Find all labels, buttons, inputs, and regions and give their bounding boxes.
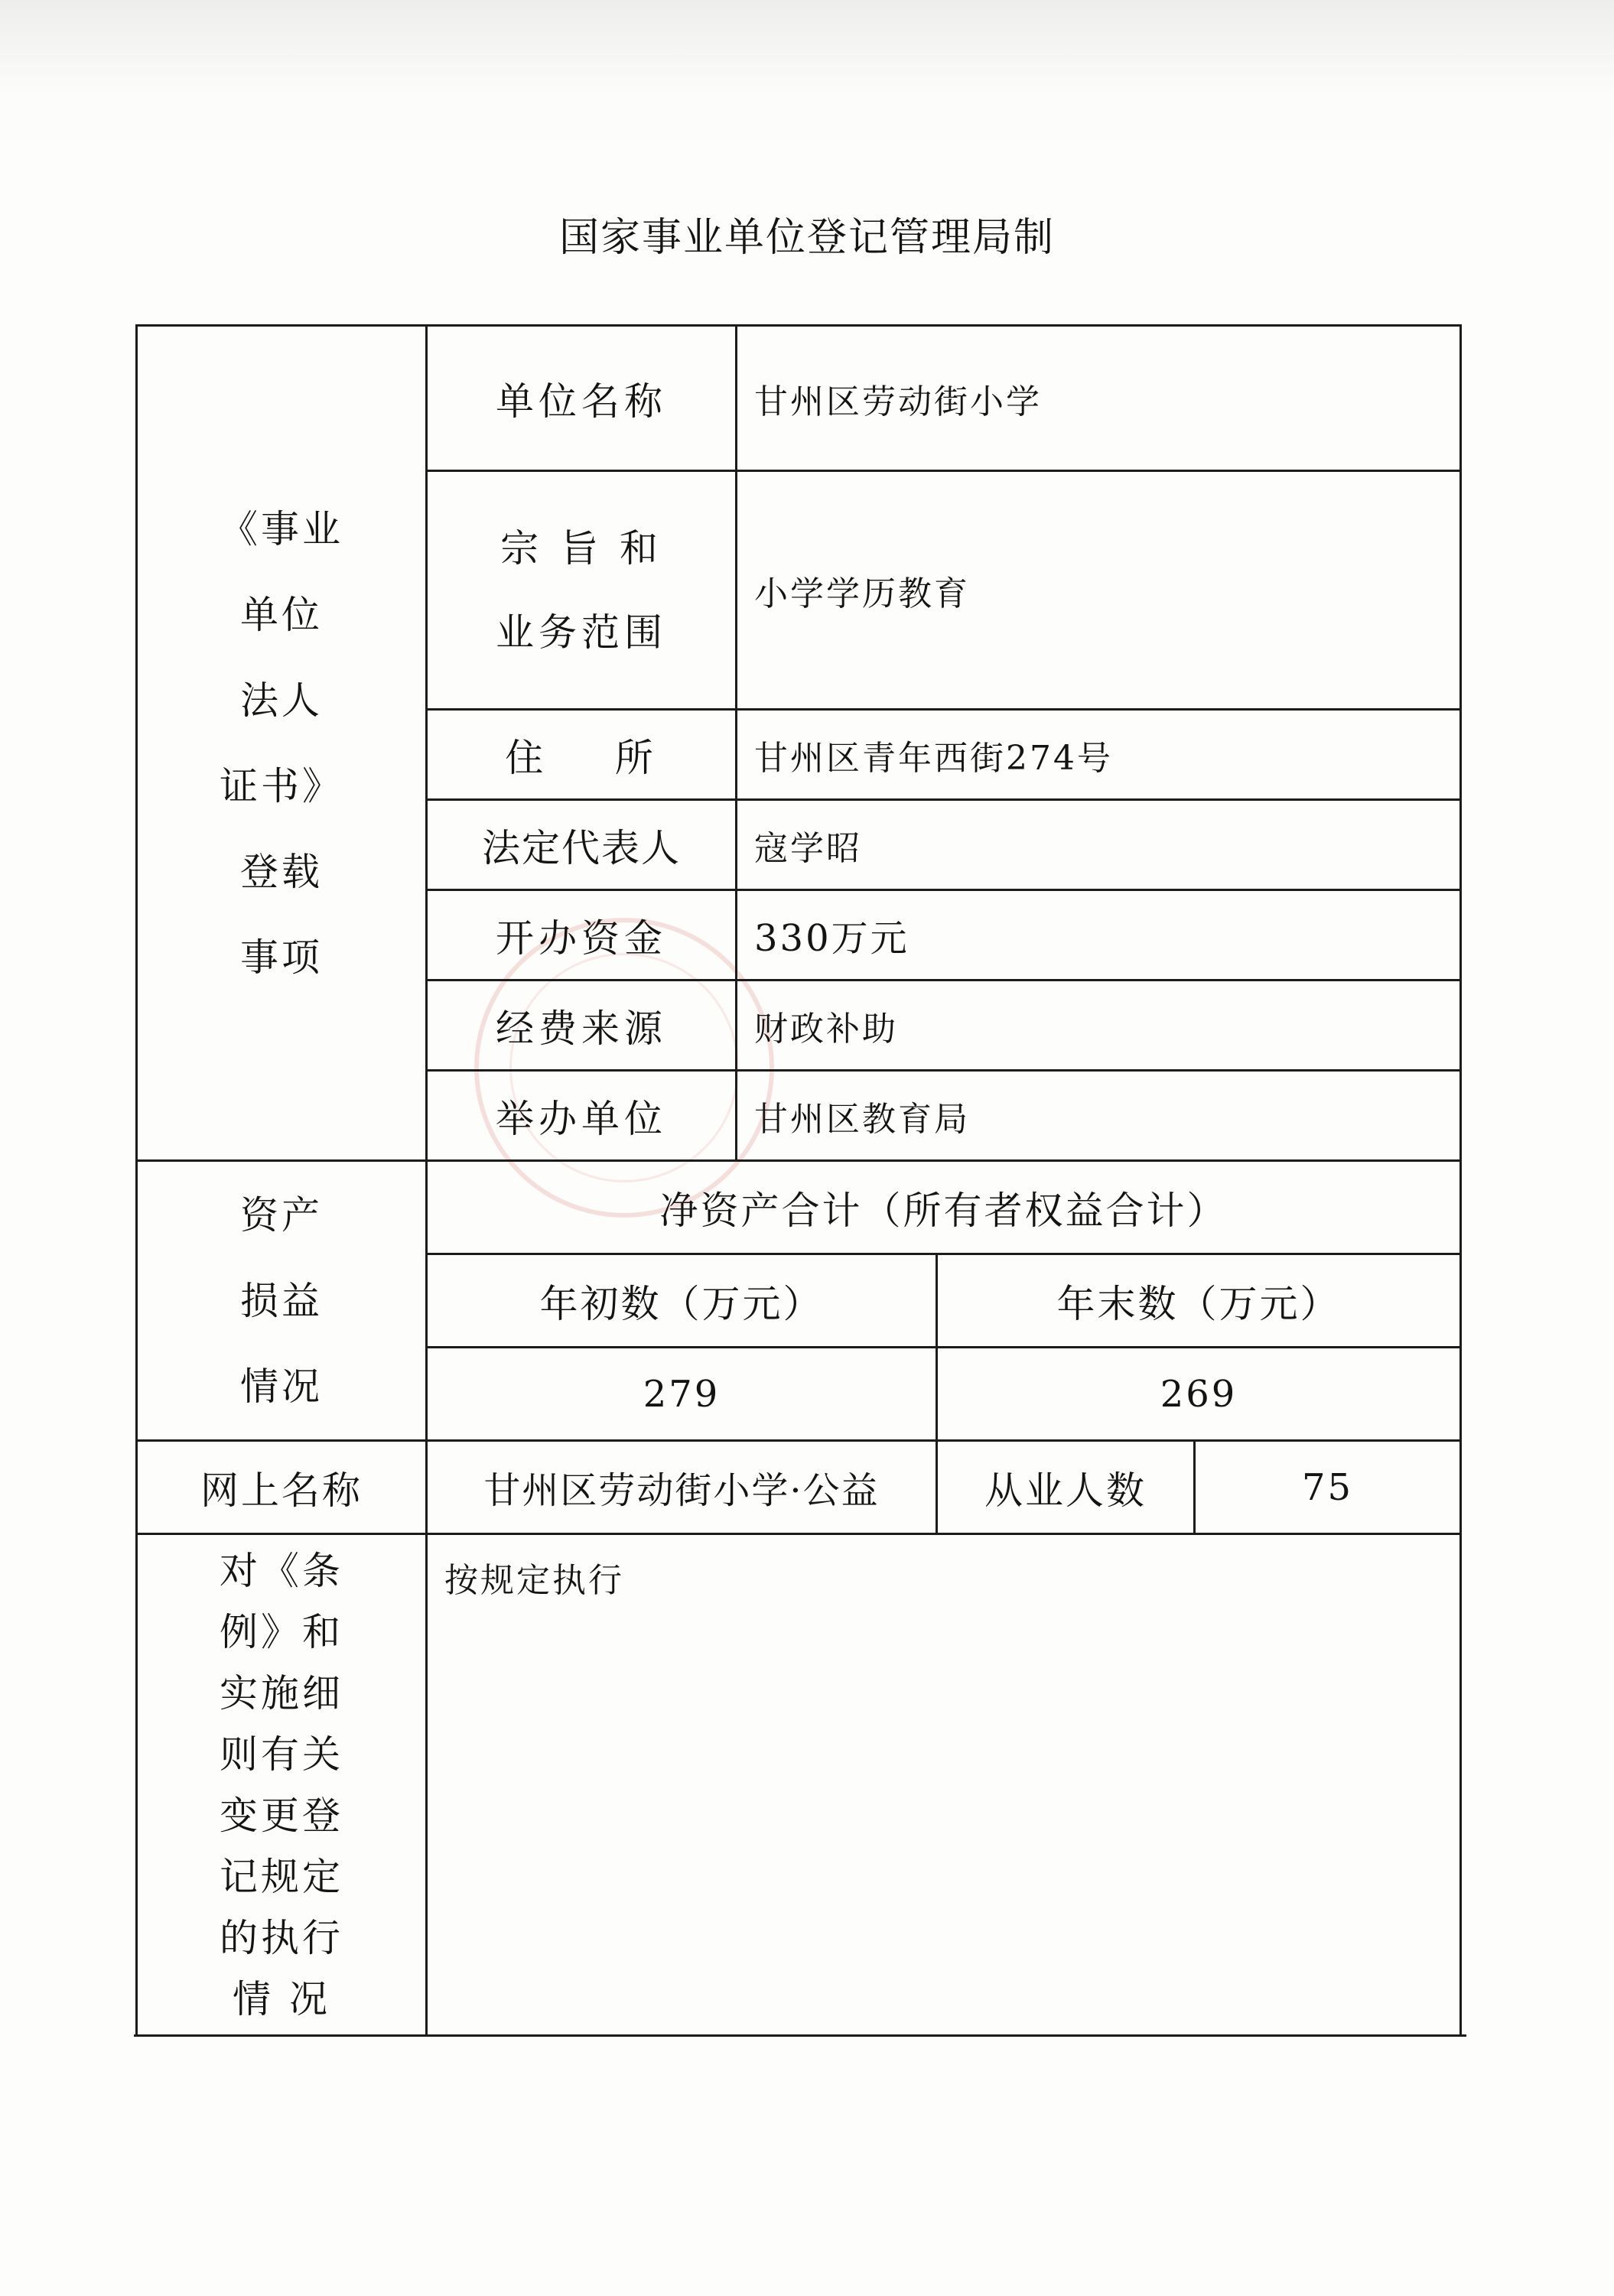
- capital-label: 开办资金: [496, 915, 667, 961]
- assets-section-label: [138, 1162, 425, 1439]
- legal-rep-label: 法定代表人: [482, 825, 681, 870]
- end-of-year-value: 269: [1160, 1372, 1238, 1416]
- outer-border-bottom: [134, 2034, 1466, 2037]
- cert-label-line: 事项: [240, 935, 323, 980]
- regulation-execution-value: 按规定执行: [444, 1561, 624, 1600]
- regulation-label-line: 实施细: [220, 1670, 343, 1715]
- regulation-label-line: 的执行: [220, 1915, 343, 1960]
- purpose-scope-label-line: 宗 旨 和: [500, 525, 662, 571]
- funding-source-label: 经费来源: [496, 1006, 667, 1051]
- unit-name-value: 甘州区劳动街小学: [754, 382, 1042, 421]
- regulation-label-line: 变更登: [220, 1793, 343, 1838]
- address-value: 甘州区青年西街274号: [754, 738, 1113, 778]
- regulation-label-line: 例》和: [220, 1609, 343, 1654]
- purpose-scope-label-line: 业务范围: [496, 610, 667, 655]
- online-name-label: 网上名称: [200, 1468, 363, 1513]
- net-assets-title: 净资产合计（所有者权益合计）: [659, 1188, 1228, 1233]
- cert-label-line: 证书》: [220, 763, 343, 808]
- legal-rep-value: 寇学昭: [754, 828, 862, 868]
- regulation-label-line: 则有关: [220, 1732, 343, 1777]
- unit-name-label: 单位名称: [496, 379, 667, 424]
- funding-source-value: 财政补助: [754, 1009, 898, 1049]
- capital-value: 330万元: [754, 917, 910, 960]
- start-of-year-header: 年初数（万元）: [539, 1281, 824, 1326]
- cert-label-line: 单位: [240, 592, 323, 637]
- certificate-section-label: [138, 327, 425, 1159]
- cert-label-line: 登载: [240, 849, 323, 894]
- issuer-title: 国家事业单位登记管理局制: [558, 215, 1055, 261]
- sponsor-value: 甘州区教育局: [754, 1099, 970, 1139]
- online-name-value: 甘州区劳动街小学·公益: [483, 1469, 880, 1512]
- assets-label-line: 资产: [240, 1192, 323, 1237]
- purpose-scope-value: 小学学历教育: [754, 574, 970, 613]
- end-of-year-header: 年末数（万元）: [1056, 1281, 1341, 1326]
- cert-label-line: 《事业: [220, 506, 343, 551]
- cert-label-line: 法人: [240, 678, 323, 723]
- regulation-label-line: 记规定: [220, 1854, 343, 1899]
- outer-border-right: [1459, 324, 1462, 2037]
- regulation-label-line: 对《条: [220, 1548, 343, 1593]
- address-label: 住 所: [505, 735, 658, 780]
- regulation-label-line: 情 况: [233, 1976, 330, 2021]
- regulation-execution-label: [138, 1535, 425, 2034]
- start-of-year-value: 279: [643, 1372, 721, 1416]
- staff-count-label: 从业人数: [984, 1468, 1147, 1513]
- assets-label-line: 情况: [240, 1364, 323, 1409]
- assets-label-line: 损益: [240, 1278, 323, 1323]
- sponsor-label: 举办单位: [496, 1096, 667, 1141]
- staff-count-value: 75: [1301, 1465, 1354, 1509]
- purpose-scope-label: [428, 472, 735, 708]
